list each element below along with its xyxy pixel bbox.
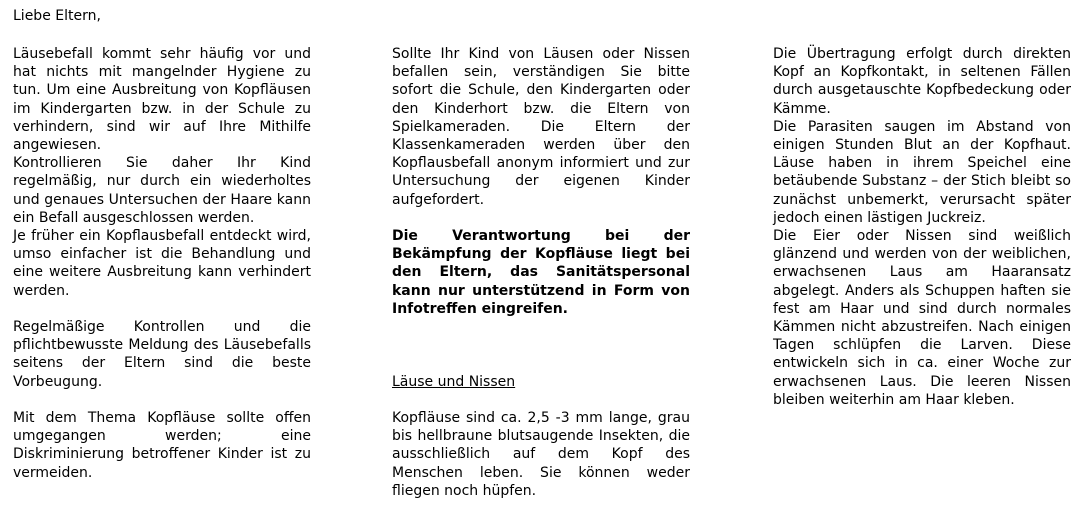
paragraph-notify-school: Sollte Ihr Kind von Läusen oder Nissen befallen sein, verständigen Sie bitte sofort die Schule, den Kindergarten oder den Kinderhort bzw. die Eltern von Spielkameraden. Die Eltern der Klassenkameraden werden über den Kopflausbefall anonym informiert und zur Untersuchung der eigenen Kinder aufgefordert.	[392, 46, 690, 208]
paragraph-eggs-nits: Die Eier oder Nissen sind weißlich glänzend und werden von der weiblichen, erwachsenen Laus am Haaransatz abgelegt. Anders als Schuppen haften sie fest am Haar und sind durch normales Kämmen nicht abzustreifen. Nach einigen Tagen schlüpfen die Larven. Diese entwickeln sich in ca. einer Woche zur erwachsenen Laus. Die leeren Nissen bleiben weiterhin am Haar kleben.	[773, 228, 1071, 408]
paragraph-prevention: Regelmäßige Kontrollen und die pflichtbewusste Meldung des Läusebefalls seitens der Eltern sind die beste Vorbeugung.	[13, 319, 311, 390]
paragraph-early-detection: Je früher ein Kopflausbefall entdeckt wird, umso einfacher ist die Behandlung und eine weitere Ausbreitung kann verhindert werden.	[13, 228, 311, 299]
greeting: Liebe Eltern,	[13, 8, 101, 24]
paragraph-infestation-intro: Läusebefall kommt sehr häufig vor und hat nichts mit mangelnder Hygiene zu tun. Um eine Ausbreitung von Kopfläusen im Kindergarten bzw. in der Schule zu verhindern, sind wir auf Ihre Mithilfe angewiesen.	[13, 46, 311, 154]
paragraph-openness: Mit dem Thema Kopfläuse sollte offen umgegangen werden; eine Diskriminierung betroffener Kinder ist zu vermeiden.	[13, 410, 311, 481]
paragraph-parasites: Die Parasiten saugen im Abstand von einigen Stunden Blut an der Kopfhaut. Läuse haben in ihrem Speichel eine betäubende Substanz – der Stich bleibt so zunächst unbemerkt, verursacht später jedoch einen lästigen Juckreiz.	[773, 118, 1071, 226]
paragraph-check-child: Kontrollieren Sie daher Ihr Kind regelmäßig, nur durch ein wiederholtes und genaues Untersuchen der Haare kann ein Befall ausgeschlossen werden.	[13, 155, 311, 226]
text-column-3	[773, 45, 1071, 409]
text-column-1	[13, 45, 311, 482]
text-column-2	[392, 45, 690, 500]
paragraph-transmission: Die Übertragung erfolgt durch direkten Kopf an Kopfkontakt, in seltenen Fällen durch ausgetauschte Kopfbedeckung oder Kämme.	[773, 46, 1071, 117]
section-heading-lice-nits: Läuse und Nissen	[392, 373, 516, 390]
paragraph-lice-description: Kopfläuse sind ca. 2,5 -3 mm lange, grau bis hellbraune blutsaugende Insekten, die ausschließlich auf dem Kopf des Menschen leben. Sie können weder fliegen noch hüpfen.	[392, 410, 690, 499]
paragraph-responsibility: Die Verantwortung bei der Bekämpfung der Kopfläuse liegt bei den Eltern, das Sanitätspersonal kann nur unterstützend in Form von Infotreffen eingreifen.	[392, 228, 690, 317]
